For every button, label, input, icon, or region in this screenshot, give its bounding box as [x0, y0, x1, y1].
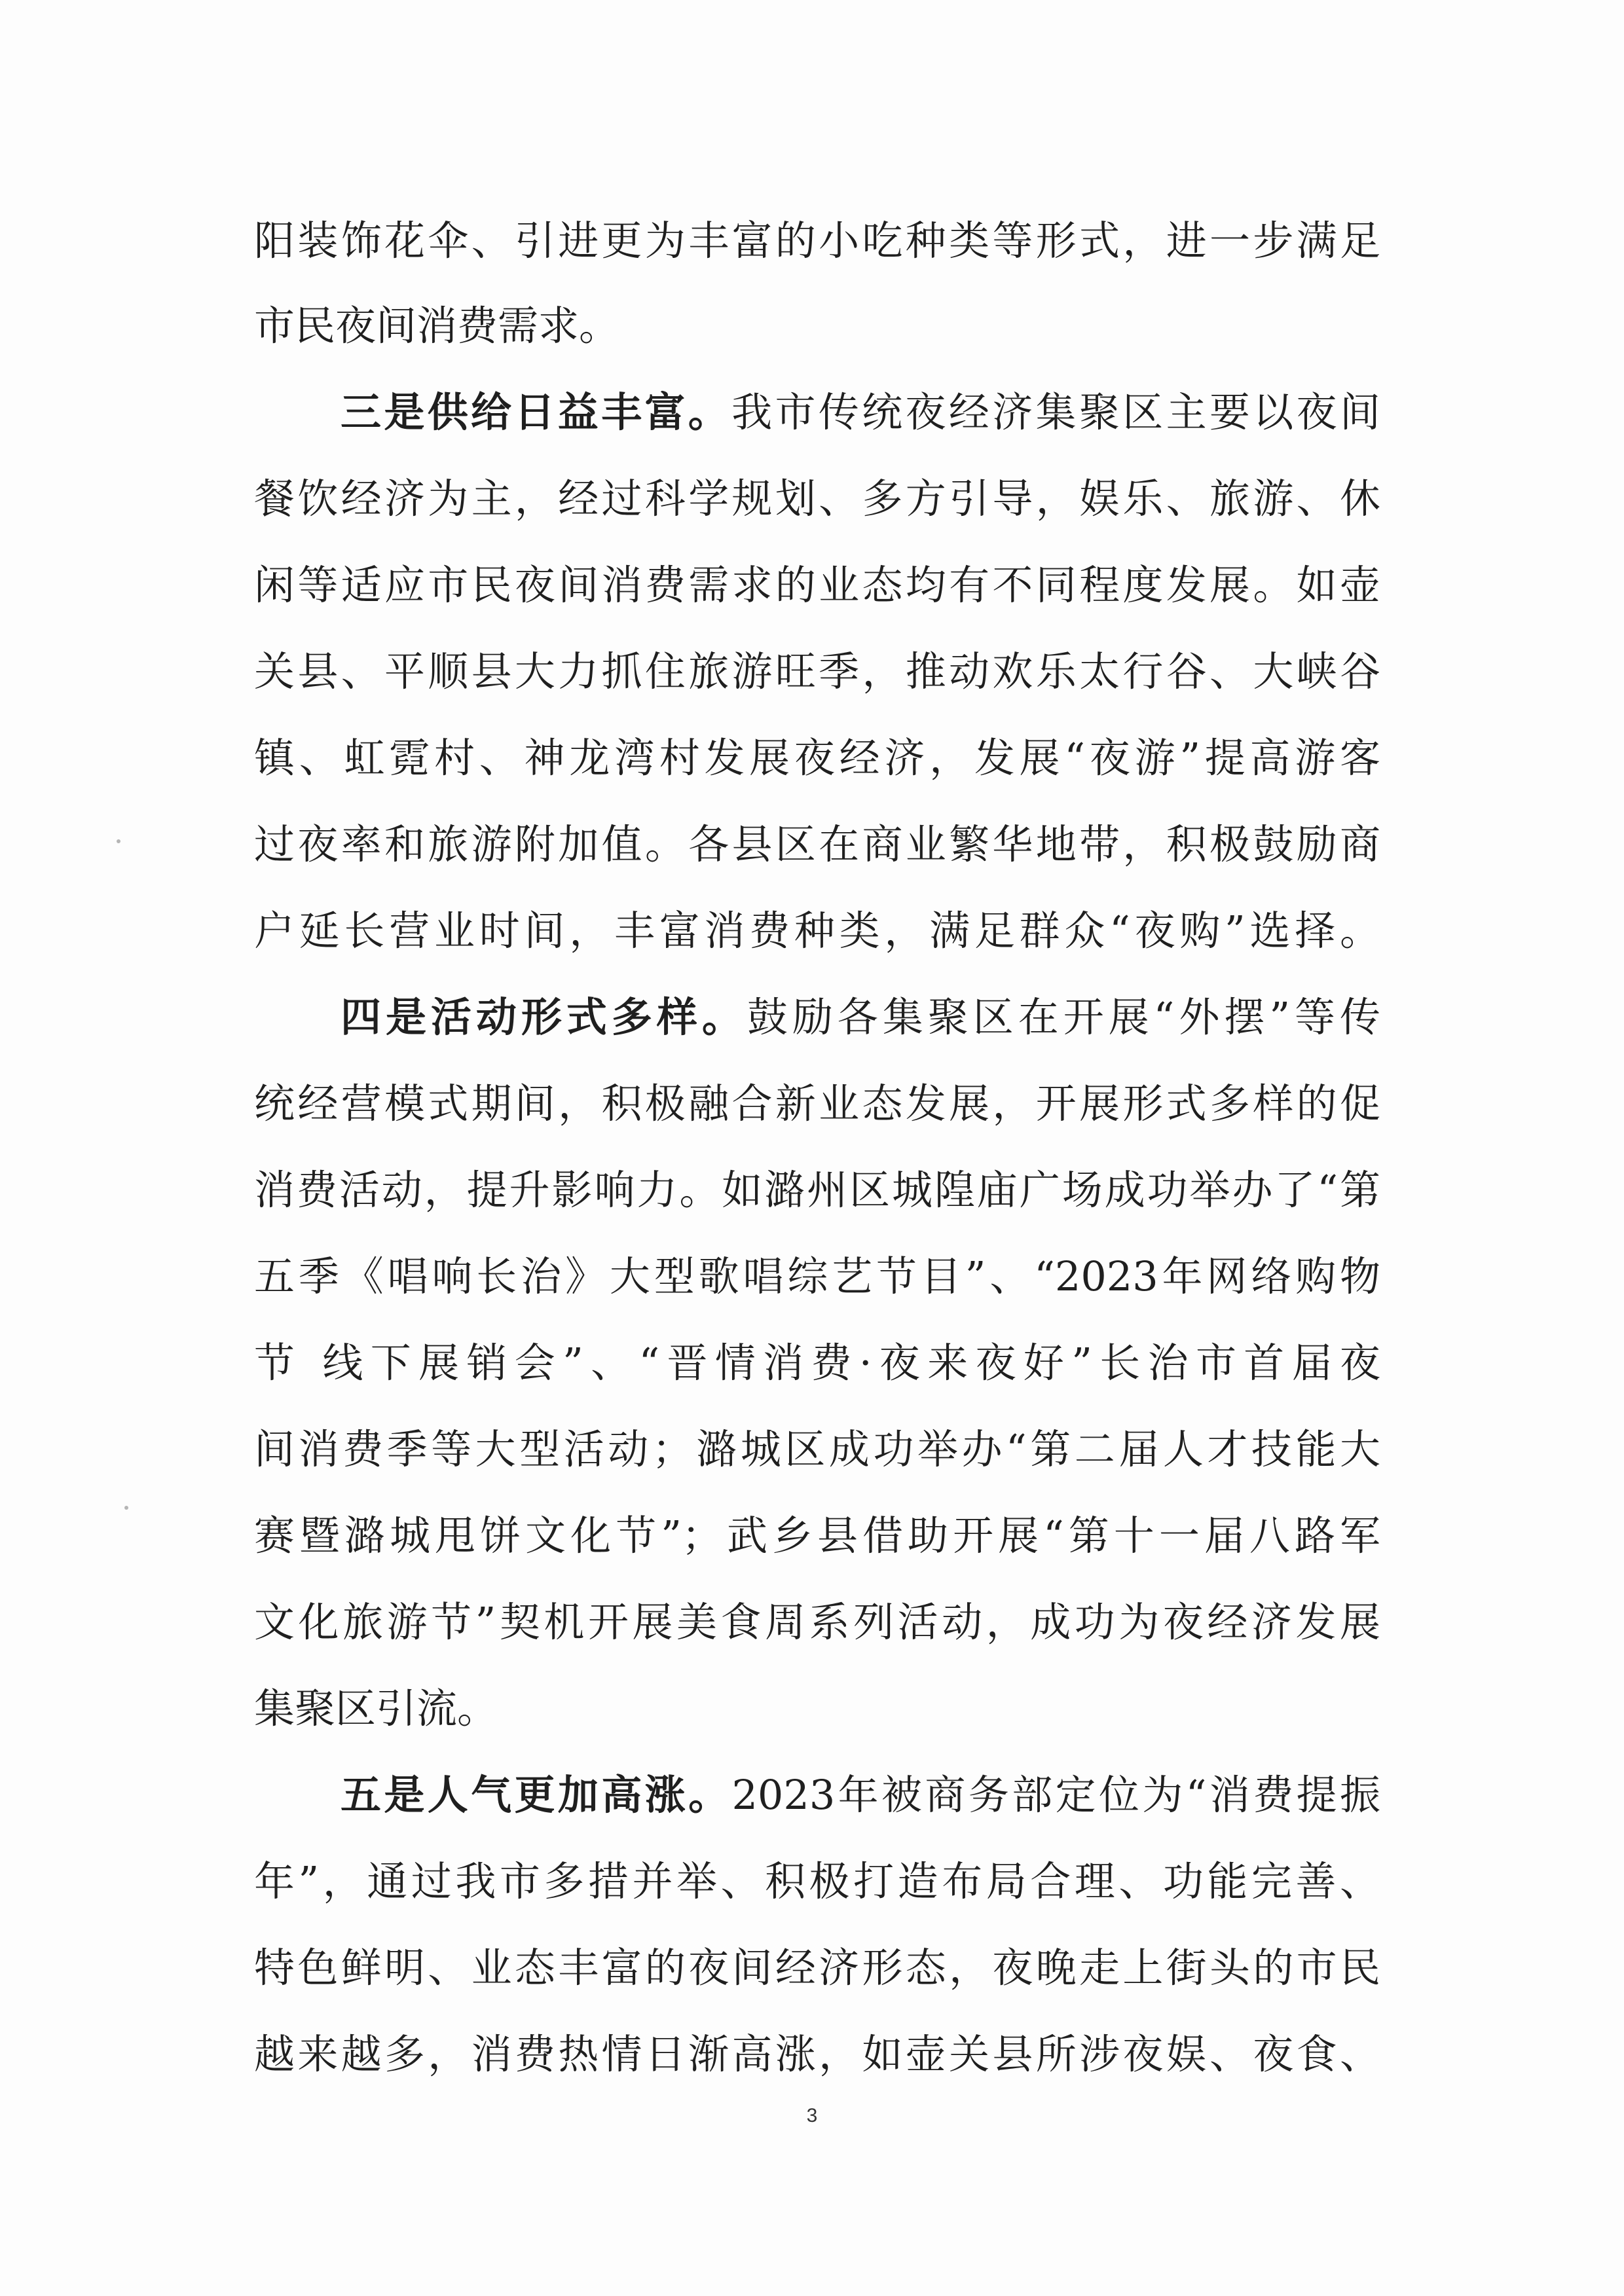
- paragraph-5-first-line: [341, 1769, 1380, 1821]
- body-line: 消费活动，提升影响力。如潞州区城隍庙广场成功举办了“第: [254, 1166, 1380, 1214]
- body-line: 年”，通过我市多措并举、积极打造布局合理、功能完善、: [254, 1857, 1380, 1905]
- body-text: 2023年被商务部定位为“消费提振: [731, 1771, 1380, 1819]
- body-line: 特色鲜明、业态丰富的夜间经济形态，夜晚走上街头的市民: [254, 1944, 1380, 1992]
- body-line: 统经营模式期间，积极融合新业态发展，开展形式多样的促: [254, 1080, 1380, 1127]
- body-line: 户延长营业时间，丰富消费种类，满足群众“夜购”选择。: [254, 907, 1380, 955]
- body-text: 我市传统夜经济集聚区主要以夜间: [731, 388, 1380, 436]
- paragraph-lead-heading: 三是供给日益丰富。: [341, 388, 732, 436]
- body-line: 闲等适应市民夜间消费需求的业态均有不同程度发展。如壶: [254, 561, 1380, 609]
- scan-speck: [124, 1506, 128, 1510]
- body-line: 集聚区引流。: [254, 1685, 498, 1732]
- paragraph-lead-heading: 五是人气更加高涨。: [341, 1771, 732, 1819]
- scan-speck: [117, 839, 120, 843]
- body-line: 市民夜间消费需求。: [254, 302, 620, 350]
- body-line: 赛暨潞城甩饼文化节”；武乡县借助开展“第十一届八路军: [254, 1512, 1380, 1559]
- paragraph-4-first-line: [341, 991, 1380, 1044]
- body-line: 文化旅游节”契机开展美食周系列活动，成功为夜经济发展: [254, 1598, 1380, 1646]
- body-line: 镇、虹霓村、神龙湾村发展夜经济，发展“夜游”提高游客: [254, 734, 1380, 782]
- body-line: 间消费季等大型活动；潞城区成功举办“第二届人才技能大: [254, 1425, 1380, 1473]
- body-line: 餐饮经济为主，经过科学规划、多方引导，娱乐、旅游、休: [254, 475, 1380, 522]
- body-line: 五季《唱响长治》大型歌唱综艺节目”、“2023年网络购物: [254, 1252, 1380, 1300]
- paragraph-3-first-line: [341, 386, 1380, 439]
- body-line: 越来越多，消费热情日渐高涨，如壶关县所涉夜娱、夜食、: [254, 2030, 1380, 2078]
- paragraph-lead-heading: 四是活动形式多样。: [341, 993, 747, 1041]
- body-line: 关县、平顺县大力抓住旅游旺季，推动欢乐太行谷、大峡谷: [254, 647, 1380, 695]
- body-line: 节 线下展销会”、“晋情消费·夜来夜好”长治市首届夜: [254, 1339, 1380, 1387]
- body-text: 鼓励各集聚区在开展“外摆”等传: [747, 993, 1380, 1041]
- body-line: 过夜率和旅游附加值。各县区在商业繁华地带，积极鼓励商: [254, 820, 1380, 868]
- body-line: 阳装饰花伞、引进更为丰富的小吃种类等形式，进一步满足: [254, 217, 1380, 264]
- page-number: 3: [806, 2105, 818, 2126]
